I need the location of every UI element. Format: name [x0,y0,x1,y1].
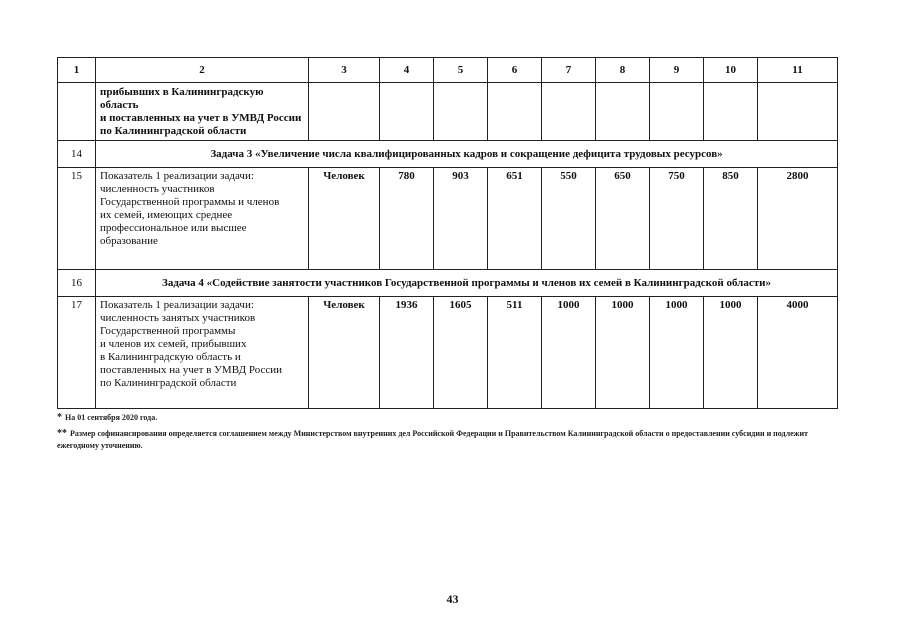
row-index-cell [58,83,96,141]
empty-cell [704,83,758,141]
header-cell: 11 [758,58,838,83]
table-header-row [58,58,838,83]
task-3-row [58,141,838,168]
footnote-1-text: На 01 сентября 2020 года. [65,413,158,422]
value-cell: 2800 [758,168,838,270]
description-line: численность участников [100,183,215,195]
header-cell: 8 [596,58,650,83]
description-line: и членов их семей, прибывших [100,338,247,350]
footnote-2 [57,428,847,452]
description-line: профессиональное или высшее [100,222,247,234]
value-cell: 1000 [542,297,596,409]
empty-cell [380,83,434,141]
description-line: образование [100,235,158,247]
header-cell: 6 [488,58,542,83]
table-row-continuation [58,83,838,141]
header-cell: 9 [650,58,704,83]
header-cell: 7 [542,58,596,83]
description-line: Показатель 1 реализации задачи: [100,299,254,311]
value-cell: 511 [488,297,542,409]
indicators-table [57,57,838,409]
unit-cell: Человек [309,168,380,270]
description-line: Государственной программы и членов [100,196,280,208]
row-index-cell: 17 [58,297,96,409]
row-description-cell [96,83,309,141]
value-cell: 651 [488,168,542,270]
empty-cell [650,83,704,141]
header-cell: 1 [58,58,96,83]
empty-cell [309,83,380,141]
description-line: и поставленных на учет в УМВД России [100,112,302,124]
empty-cell [488,83,542,141]
unit-cell: Человек [309,297,380,409]
empty-cell [434,83,488,141]
task-3-title: Задача 3 «Увеличение числа квалифицированных кадров и сокращение дефицита трудовых ресурсов» [96,141,838,168]
row-index-cell: 16 [58,270,96,297]
table-row-15 [58,168,838,270]
header-cell: 2 [96,58,309,83]
value-cell: 1000 [650,297,704,409]
description-line: прибывших в Калининградскую область [100,86,264,111]
header-cell: 10 [704,58,758,83]
value-cell: 4000 [758,297,838,409]
value-cell: 903 [434,168,488,270]
description-line: в Калининградскую область и [100,351,241,363]
empty-cell [596,83,650,141]
empty-cell [758,83,838,141]
row-index-cell: 15 [58,168,96,270]
task-4-title: Задача 4 «Содействие занятости участников Государственной программы и членов их семей в Калининградской области» [96,270,838,297]
value-cell: 850 [704,168,758,270]
footnote-1-mark: * [57,412,62,423]
value-cell: 1605 [434,297,488,409]
description-line: поставленных на учет в УМВД России [100,364,283,376]
page-number: 43 [446,592,459,606]
value-cell: 750 [650,168,704,270]
footnote-2-mark: ** [57,428,67,439]
value-cell: 780 [380,168,434,270]
table-row-17 [58,297,838,409]
value-cell: 550 [542,168,596,270]
description-line: Государственной программы [100,325,236,337]
footnote-1 [57,412,847,424]
description-line: численность занятых участников [100,312,256,324]
empty-cell [542,83,596,141]
header-cell: 5 [434,58,488,83]
row-description-cell [96,168,309,270]
value-cell: 1000 [704,297,758,409]
header-cell: 3 [309,58,380,83]
description-line: по Калининградской области [100,377,237,389]
row-index-cell: 14 [58,141,96,168]
value-cell: 1000 [596,297,650,409]
value-cell: 650 [596,168,650,270]
description-line: их семей, имеющих среднее [100,209,233,221]
header-cell: 4 [380,58,434,83]
description-line: по Калининградской области [100,125,247,137]
row-description-cell [96,297,309,409]
value-cell: 1936 [380,297,434,409]
task-4-row [58,270,838,297]
description-line: Показатель 1 реализации задачи: [100,170,254,182]
footnote-2-text: Размер софинансирования определяется соглашением между Министерством внутренних дел Российской Федерации и Правительством Калининградской области о предоставлении субсидии и подлежит ежегодному уточнению. [57,429,808,450]
